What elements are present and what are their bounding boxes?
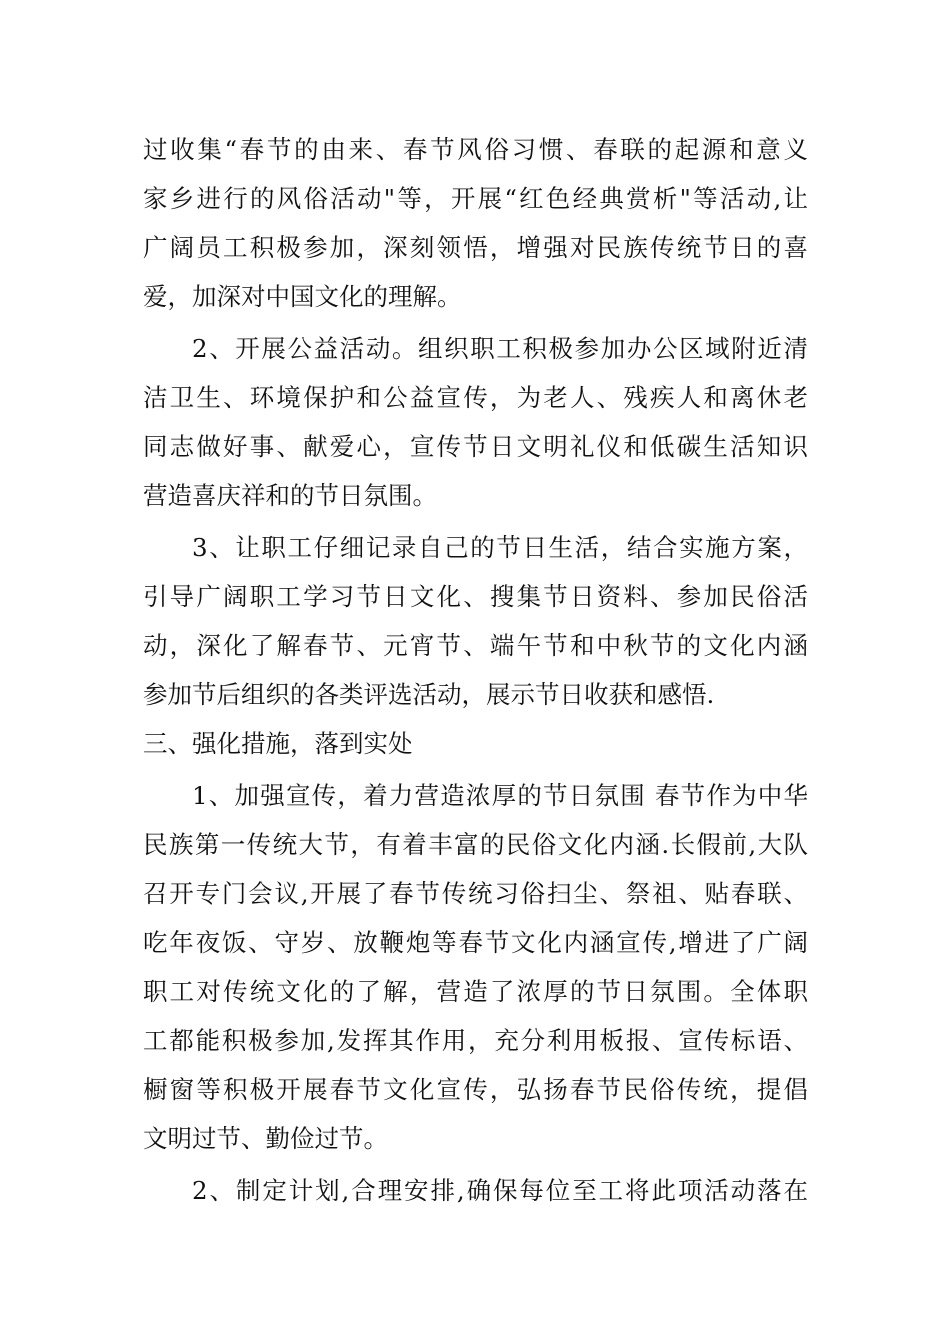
text-line: 洁卫生、环境保护和公益宣传，为老人、残疾人和离休老 [143, 383, 808, 412]
text-line: 吃年夜饭、守岁、放鞭炮等春节文化内涵宣传,增进了广阔 [143, 928, 808, 957]
text-line: 2、开展公益活动。组织职工积极参加办公区域附近清 [192, 334, 808, 363]
text-line: 2、制定计划,合理安排,确保每位至工将此项活动落在 [192, 1176, 808, 1205]
text-line: 动，深化了解春节、元宵节、端午节和中秋节的文化内涵 [143, 631, 808, 660]
text-line: 参加节后组织的各类评选活动，展示节日收获和感悟. [143, 680, 715, 709]
text-line: 营造喜庆祥和的节日氛围。 [143, 481, 437, 510]
text-line: 同志做好事、献爱心，宣传节日文明礼仪和低碳生活知识 [143, 432, 808, 461]
text-line: 召开专门会议,开展了春节传统习俗扫尘、祭祖、贴春联、 [143, 879, 808, 908]
text-line: 爱，加深对中国文化的理解。 [143, 282, 462, 311]
text-line: 广阔员工积极参加，深刻领悟，增强对民族传统节日的喜 [143, 233, 808, 262]
text-line: 家乡进行的风俗活动"等，开展“红色经典赏析"等活动,让 [143, 184, 808, 213]
text-line: 工都能积极参加,发挥其作用，充分利用板报、宣传标语、 [143, 1026, 808, 1055]
text-line: 职工对传统文化的了解，营造了浓厚的节日氛围。全体职 [143, 977, 808, 1006]
text-line: 1、加强宣传，着力营造浓厚的节日氛围 春节作为中华 [192, 781, 808, 810]
section-heading: 三、强化措施，落到实处 [143, 729, 413, 758]
text-line: 橱窗等积极开展春节文化宣传，弘扬春节民俗传统，提倡 [143, 1075, 808, 1104]
text-line: 3、让职工仔细记录自己的节日生活，结合实施方案， [192, 533, 808, 562]
text-line: 民族第一传统大节，有着丰富的民俗文化内涵.长假前,大队 [143, 830, 808, 859]
text-line: 过收集“春节的由来、春节风俗习惯、春联的起源和意义 [143, 135, 808, 164]
text-line: 文明过节、勤俭过节。 [143, 1124, 388, 1153]
text-line: 引导广阔职工学习节日文化、搜集节日资料、参加民俗活 [143, 582, 808, 611]
